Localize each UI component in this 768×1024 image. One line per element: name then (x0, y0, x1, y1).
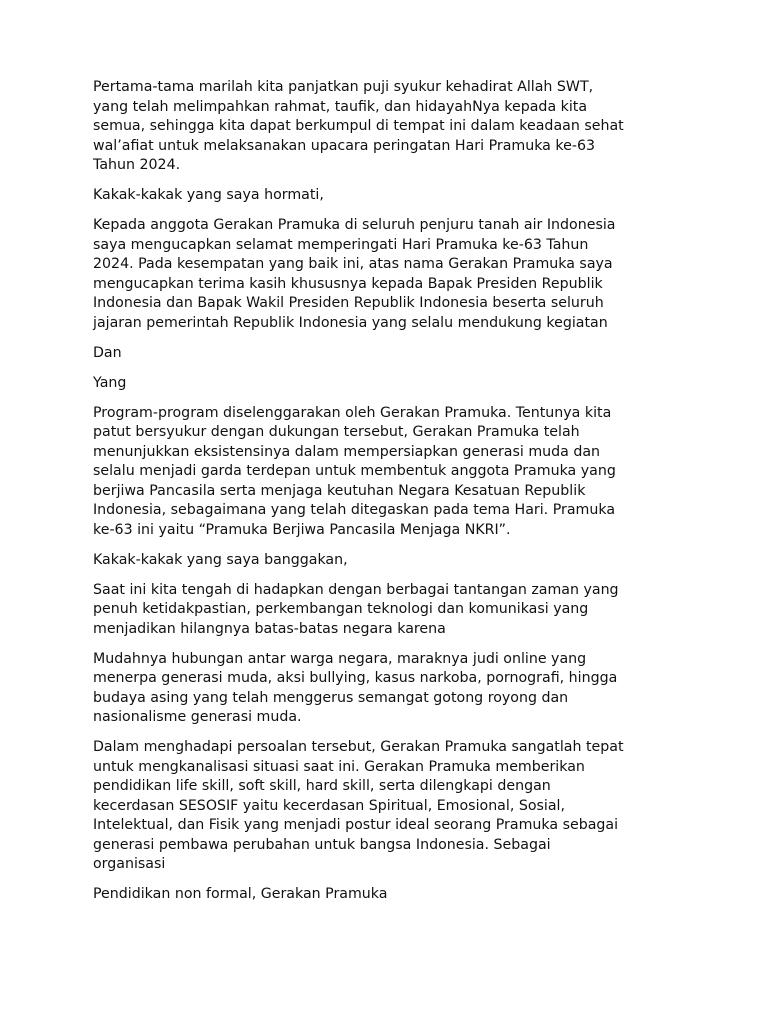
text-line: selalu menjadi garda terdepan untuk membentuk anggota Pramuka yang (93, 463, 616, 479)
text-line: pendidikan life skill, soft skill, hard skill, serta dilengkapi dengan (93, 778, 551, 794)
text-line: generasi pembawa perubahan untuk bangsa Indonesia. Sebagai (93, 836, 551, 853)
text-line: Kakak-kakak yang saya banggakan, (93, 551, 348, 568)
text-line: Dalam menghadapi persoalan tersebut, Gerakan Pramuka sangatlah tepat (93, 739, 624, 755)
text-line: 2024. Pada kesempatan yang baik ini, atas nama Gerakan Pramuka saya (93, 256, 613, 272)
text-line: Mudahnya hubungan antar warga negara, maraknya judi online yang (93, 650, 587, 667)
text-line: semua, sehingga kita dapat berkumpul di tempat ini dalam keadaan sehat (93, 118, 624, 134)
text-line: penuh ketidakpastian, perkembangan teknologi dan komunikasi yang (93, 601, 589, 617)
paragraph (93, 404, 693, 541)
text-line: Yang (93, 374, 127, 391)
text-line: Pertama-tama marilah kita panjatkan puji syukur kehadirat Allah SWT, (93, 79, 594, 95)
paragraph (93, 885, 693, 905)
paragraph (93, 374, 693, 394)
text-line: yang telah melimpahkan rahmat, taufik, dan hidayahNya kepada kita (93, 98, 588, 115)
text-line: Kakak-kakak yang saya hormati, (93, 187, 324, 203)
text-line: Dan (93, 344, 122, 361)
text-line: ke-63 ini yaitu “Pramuka Berjiwa Pancasila Menjaga NKRI”. (93, 521, 511, 538)
text-line: wal’afiat untuk melaksanakan upacara peringatan Hari Pramuka ke-63 (93, 137, 595, 154)
text-line: untuk mengkanalisasi situasi saat ini. Gerakan Pramuka memberikan (93, 758, 585, 775)
text-line: budaya asing yang telah menggerus semangat gotong royong dan (93, 689, 569, 706)
text-line: patut bersyukur dengan dukungan tersebut, Gerakan Pramuka telah (93, 424, 580, 440)
text-line: Kepada anggota Gerakan Pramuka di seluruh penjuru tanah air Indonesia (93, 217, 616, 233)
paragraph (93, 551, 693, 571)
paragraph (93, 581, 693, 640)
text-line: Intelektual, dan Fisik yang menjadi postur ideal seorang Pramuka sebagai (93, 817, 619, 833)
text-line: Program-program diselenggarakan oleh Gerakan Pramuka. Tentunya kita (93, 404, 612, 421)
document-page (93, 78, 693, 915)
paragraph (93, 738, 693, 875)
paragraph (93, 216, 693, 333)
text-line: berjiwa Pancasila serta menjaga keutuhan Negara Kesatuan Republik (93, 482, 586, 499)
paragraph (93, 78, 693, 176)
text-line: organisasi (93, 856, 166, 872)
text-line: kecerdasan SESOSIF yaitu kecerdasan Spiritual, Emosional, Sosial, (93, 797, 566, 814)
paragraph (93, 344, 693, 364)
text-line: Pendidikan non formal, Gerakan Pramuka (93, 886, 388, 902)
text-line: Tahun 2024. (93, 157, 181, 173)
text-line: Indonesia, sebagaimana yang telah ditegaskan pada tema Hari. Pramuka (93, 502, 616, 518)
text-line: nasionalisme generasi muda. (93, 709, 302, 725)
text-line: saya mengucapkan selamat memperingati Hari Pramuka ke-63 Tahun (93, 236, 589, 253)
text-line: menunjukkan eksistensinya dalam mempersiapkan generasi muda dan (93, 443, 601, 460)
paragraph (93, 186, 693, 206)
text-line: Saat ini kita tengah di hadapkan dengan berbagai tantangan zaman yang (93, 581, 619, 598)
paragraph (93, 650, 693, 728)
text-line: Indonesia dan Bapak Wakil Presiden Republik Indonesia beserta seluruh (93, 295, 604, 311)
text-line: jajaran pemerintah Republik Indonesia yang selalu mendukung kegiatan (93, 314, 608, 331)
text-line: mengucapkan terima kasih khususnya kepada Bapak Presiden Republik (93, 275, 603, 292)
text-line: menjadikan hilangnya batas-batas negara karena (93, 620, 446, 637)
text-line: menerpa generasi muda, aksi bullying, kasus narkoba, pornografi, hingga (93, 670, 618, 686)
